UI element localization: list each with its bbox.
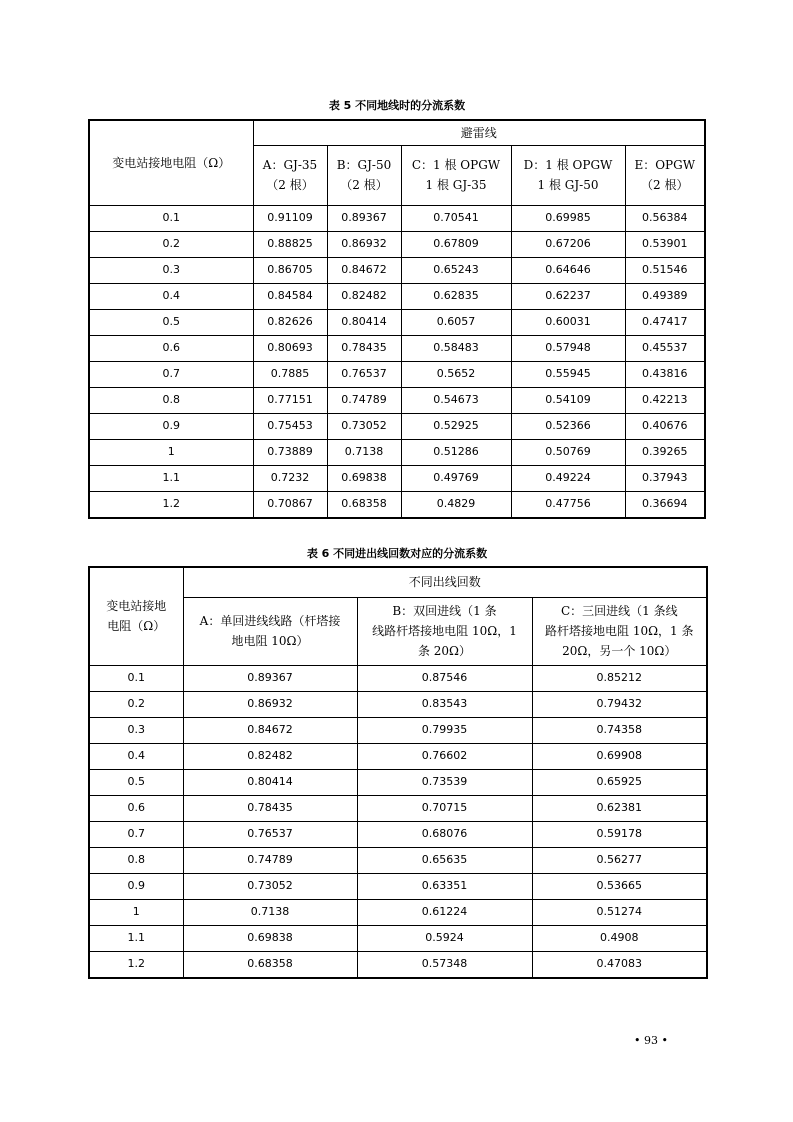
value-cell: 0.73052 <box>183 873 357 899</box>
value-cell: 0.76602 <box>357 743 532 769</box>
value-cell: 0.4908 <box>532 925 707 951</box>
table5-col-header: B：GJ-50 （2 根） <box>327 145 401 205</box>
value-cell: 0.68076 <box>357 821 532 847</box>
value-cell: 0.78435 <box>183 795 357 821</box>
value-cell: 0.76537 <box>183 821 357 847</box>
value-cell: 0.86932 <box>327 231 401 257</box>
row-label-cell: 0.4 <box>89 283 253 309</box>
value-cell: 0.82482 <box>327 283 401 309</box>
page-number: • 93 • <box>634 1034 668 1047</box>
value-cell: 0.73889 <box>253 439 327 465</box>
table6-col-header: B：双回进线（1 条 线路杆塔接地电阻 10Ω，1 条 20Ω） <box>357 597 532 665</box>
value-cell: 0.86932 <box>183 691 357 717</box>
row-label-cell: 0.6 <box>89 335 253 361</box>
value-cell: 0.84672 <box>183 717 357 743</box>
value-cell: 0.76537 <box>327 361 401 387</box>
value-cell: 0.36694 <box>625 491 705 518</box>
table-row <box>89 231 705 257</box>
table5-col-header: E：OPGW （2 根） <box>625 145 705 205</box>
value-cell: 0.74789 <box>183 847 357 873</box>
table6-col-header: C：三回进线（1 条线 路杆塔接地电阻 10Ω，1 条 20Ω，另一个 10Ω） <box>532 597 707 665</box>
value-cell: 0.74358 <box>532 717 707 743</box>
value-cell: 0.69838 <box>183 925 357 951</box>
value-cell: 0.75453 <box>253 413 327 439</box>
value-cell: 0.89367 <box>183 665 357 691</box>
table5-col-header: D：1 根 OPGW 1 根 GJ-50 <box>511 145 625 205</box>
row-label-cell: 1.2 <box>89 951 183 978</box>
table6-col-header: A：单回进线线路（杆塔接 地电阻 10Ω） <box>183 597 357 665</box>
row-label-cell: 0.2 <box>89 691 183 717</box>
value-cell: 0.7885 <box>253 361 327 387</box>
value-cell: 0.39265 <box>625 439 705 465</box>
table-row <box>89 717 707 743</box>
row-label-cell: 0.3 <box>89 257 253 283</box>
value-cell: 0.69838 <box>327 465 401 491</box>
value-cell: 0.59178 <box>532 821 707 847</box>
value-cell: 0.56277 <box>532 847 707 873</box>
value-cell: 0.67809 <box>401 231 511 257</box>
value-cell: 0.6057 <box>401 309 511 335</box>
table-row <box>89 899 707 925</box>
table5 <box>88 119 706 519</box>
value-cell: 0.58483 <box>401 335 511 361</box>
table5-caption: 表 5 不同地线时的分流系数 <box>328 99 466 112</box>
value-cell: 0.7138 <box>183 899 357 925</box>
table-row <box>89 491 705 518</box>
value-cell: 0.56384 <box>625 205 705 231</box>
value-cell: 0.82482 <box>183 743 357 769</box>
table-row <box>89 743 707 769</box>
table-row <box>89 413 705 439</box>
table5-col-header: C：1 根 OPGW 1 根 GJ-35 <box>401 145 511 205</box>
value-cell: 0.53901 <box>625 231 705 257</box>
value-cell: 0.87546 <box>357 665 532 691</box>
value-cell: 0.42213 <box>625 387 705 413</box>
row-label-cell: 0.5 <box>89 309 253 335</box>
value-cell: 0.49769 <box>401 465 511 491</box>
value-cell: 0.68358 <box>183 951 357 978</box>
value-cell: 0.74789 <box>327 387 401 413</box>
row-label-cell: 1.1 <box>89 465 253 491</box>
value-cell: 0.52925 <box>401 413 511 439</box>
value-cell: 0.65243 <box>401 257 511 283</box>
table6-group-header: 不同出线回数 <box>183 567 707 597</box>
value-cell: 0.55945 <box>511 361 625 387</box>
table-row <box>89 665 707 691</box>
table6-body <box>89 665 707 978</box>
value-cell: 0.78435 <box>327 335 401 361</box>
value-cell: 0.52366 <box>511 413 625 439</box>
row-label-cell: 1 <box>89 439 253 465</box>
table5-row-header: 变电站接地电阻（Ω） <box>89 120 253 205</box>
table-row <box>89 951 707 978</box>
value-cell: 0.7232 <box>253 465 327 491</box>
table-row <box>89 465 705 491</box>
row-label-cell: 0.2 <box>89 231 253 257</box>
table-row <box>89 439 705 465</box>
value-cell: 0.65925 <box>532 769 707 795</box>
value-cell: 0.79935 <box>357 717 532 743</box>
row-label-cell: 0.1 <box>89 665 183 691</box>
value-cell: 0.43816 <box>625 361 705 387</box>
value-cell: 0.37943 <box>625 465 705 491</box>
row-label-cell: 0.3 <box>89 717 183 743</box>
value-cell: 0.73052 <box>327 413 401 439</box>
table-row <box>89 335 705 361</box>
table6 <box>88 566 708 979</box>
value-cell: 0.60031 <box>511 309 625 335</box>
table-row <box>89 257 705 283</box>
value-cell: 0.7138 <box>327 439 401 465</box>
row-label-cell: 0.7 <box>89 361 253 387</box>
value-cell: 0.57348 <box>357 951 532 978</box>
value-cell: 0.64646 <box>511 257 625 283</box>
table6-caption: 表 6 不同进出线回数对应的分流系数 <box>306 547 488 560</box>
value-cell: 0.51546 <box>625 257 705 283</box>
value-cell: 0.73539 <box>357 769 532 795</box>
value-cell: 0.84672 <box>327 257 401 283</box>
value-cell: 0.53665 <box>532 873 707 899</box>
value-cell: 0.51274 <box>532 899 707 925</box>
table-row <box>89 361 705 387</box>
row-label-cell: 1.1 <box>89 925 183 951</box>
table5-body <box>89 205 705 518</box>
table-row <box>89 387 705 413</box>
table-row <box>89 795 707 821</box>
table-row <box>89 847 707 873</box>
value-cell: 0.54109 <box>511 387 625 413</box>
table-row <box>89 205 705 231</box>
value-cell: 0.62835 <box>401 283 511 309</box>
value-cell: 0.47756 <box>511 491 625 518</box>
table-row <box>89 821 707 847</box>
row-label-cell: 0.7 <box>89 821 183 847</box>
value-cell: 0.51286 <box>401 439 511 465</box>
value-cell: 0.84584 <box>253 283 327 309</box>
table-row <box>89 283 705 309</box>
table5-group-header: 避雷线 <box>253 120 705 145</box>
value-cell: 0.47417 <box>625 309 705 335</box>
value-cell: 0.83543 <box>357 691 532 717</box>
row-label-cell: 0.9 <box>89 413 253 439</box>
row-label-cell: 1.2 <box>89 491 253 518</box>
value-cell: 0.80414 <box>327 309 401 335</box>
value-cell: 0.69908 <box>532 743 707 769</box>
value-cell: 0.91109 <box>253 205 327 231</box>
value-cell: 0.85212 <box>532 665 707 691</box>
table5-col-header: A：GJ-35 （2 根） <box>253 145 327 205</box>
row-label-cell: 0.9 <box>89 873 183 899</box>
value-cell: 0.69985 <box>511 205 625 231</box>
value-cell: 0.82626 <box>253 309 327 335</box>
value-cell: 0.61224 <box>357 899 532 925</box>
row-label-cell: 1 <box>89 899 183 925</box>
row-label-cell: 0.8 <box>89 387 253 413</box>
value-cell: 0.79432 <box>532 691 707 717</box>
value-cell: 0.50769 <box>511 439 625 465</box>
value-cell: 0.65635 <box>357 847 532 873</box>
value-cell: 0.88825 <box>253 231 327 257</box>
value-cell: 0.54673 <box>401 387 511 413</box>
value-cell: 0.70715 <box>357 795 532 821</box>
value-cell: 0.77151 <box>253 387 327 413</box>
value-cell: 0.62237 <box>511 283 625 309</box>
value-cell: 0.80414 <box>183 769 357 795</box>
value-cell: 0.49389 <box>625 283 705 309</box>
value-cell: 0.40676 <box>625 413 705 439</box>
table-row <box>89 925 707 951</box>
value-cell: 0.4829 <box>401 491 511 518</box>
row-label-cell: 0.4 <box>89 743 183 769</box>
table6-row-header: 变电站接地 电阻（Ω） <box>89 567 183 665</box>
value-cell: 0.68358 <box>327 491 401 518</box>
row-label-cell: 0.6 <box>89 795 183 821</box>
row-label-cell: 0.8 <box>89 847 183 873</box>
value-cell: 0.70867 <box>253 491 327 518</box>
value-cell: 0.62381 <box>532 795 707 821</box>
table-row <box>89 691 707 717</box>
value-cell: 0.67206 <box>511 231 625 257</box>
value-cell: 0.5924 <box>357 925 532 951</box>
value-cell: 0.45537 <box>625 335 705 361</box>
value-cell: 0.70541 <box>401 205 511 231</box>
value-cell: 0.63351 <box>357 873 532 899</box>
table-row <box>89 309 705 335</box>
value-cell: 0.49224 <box>511 465 625 491</box>
table-row <box>89 873 707 899</box>
row-label-cell: 0.1 <box>89 205 253 231</box>
value-cell: 0.5652 <box>401 361 511 387</box>
value-cell: 0.89367 <box>327 205 401 231</box>
value-cell: 0.80693 <box>253 335 327 361</box>
value-cell: 0.57948 <box>511 335 625 361</box>
row-label-cell: 0.5 <box>89 769 183 795</box>
table-row <box>89 769 707 795</box>
value-cell: 0.47083 <box>532 951 707 978</box>
value-cell: 0.86705 <box>253 257 327 283</box>
